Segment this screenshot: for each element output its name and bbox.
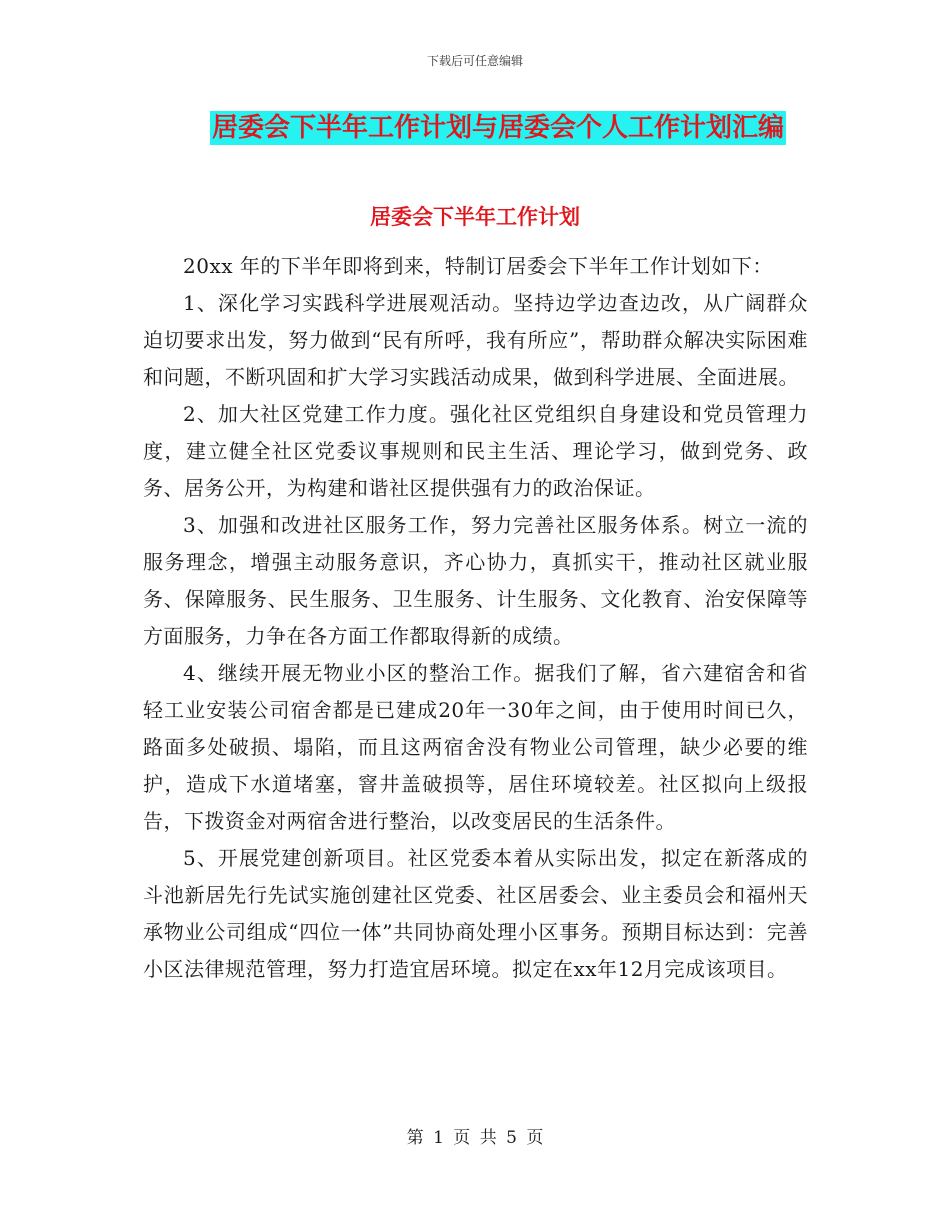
page-header-note: 下载后可任意编辑 <box>426 54 523 68</box>
page-number-footer: 第 1 页 共 5 页 <box>406 1128 544 1148</box>
paragraph-item-4: 4、继续开展无物业小区的整治工作。据我们了解，省六建宿舍和省轻工业安装公司宿舍都是已建成20年一30年之间，由于使用时间已久，路面多处破损、塌陷，而且这两宿舍没有物业公司管理，缺少必要的维护，造成下水道堵塞，窨井盖破损等，居住环境较差。社区拟向上级报告，下拨资金对两宿舍进行整治，以改变居民的生活条件。 <box>143 661 808 833</box>
paragraph-item-2: 2、加大社区党建工作力度。强化社区党组织自身建设和党员管理力度，建立健全社区党委议事规则和民主生活、理论学习，做到党务、政务、居务公开，为构建和谐社区提供强有力的政治保证。 <box>143 402 808 500</box>
paragraph-item-3: 3、加强和改进社区服务工作，努力完善社区服务体系。树立一流的服务理念，增强主动服务意识，齐心协力，真抓实干，推动社区就业服务、保障服务、民生服务、卫生服务、计生服务、文化教育、治安保障等方面服务，力争在各方面工作都取得新的成绩。 <box>143 513 808 648</box>
document-title-container <box>0 111 950 145</box>
section-title: 居委会下半年工作计划 <box>370 205 580 229</box>
intro-paragraph: 20xx 年的下半年即将到来，特制订居委会下半年工作计划如下： <box>183 254 773 278</box>
document-body <box>143 248 808 988</box>
document-title: 居委会下半年工作计划与居委会个人工作计划汇编 <box>211 113 784 143</box>
paragraph-item-5: 5、开展党建创新项目。社区党委本着从实际出发，拟定在新落成的斗池新居先行先试实施创建社区党委、社区居委会、业主委员会和福州天承物业公司组成“四位一体”共同协商处理小区事务。预期目标达到：完善小区法律规范管理，努力打造宜居环境。拟定在xx年12月完成该项目。 <box>143 846 808 981</box>
paragraph-item-1: 1、深化学习实践科学进展观活动。坚持边学边查边改，从广阔群众迫切要求出发，努力做到“民有所呼，我有所应”，帮助群众解决实际困难和问题，不断巩固和扩大学习实践活动成果，做到科学进展、全面进展。 <box>143 291 808 389</box>
